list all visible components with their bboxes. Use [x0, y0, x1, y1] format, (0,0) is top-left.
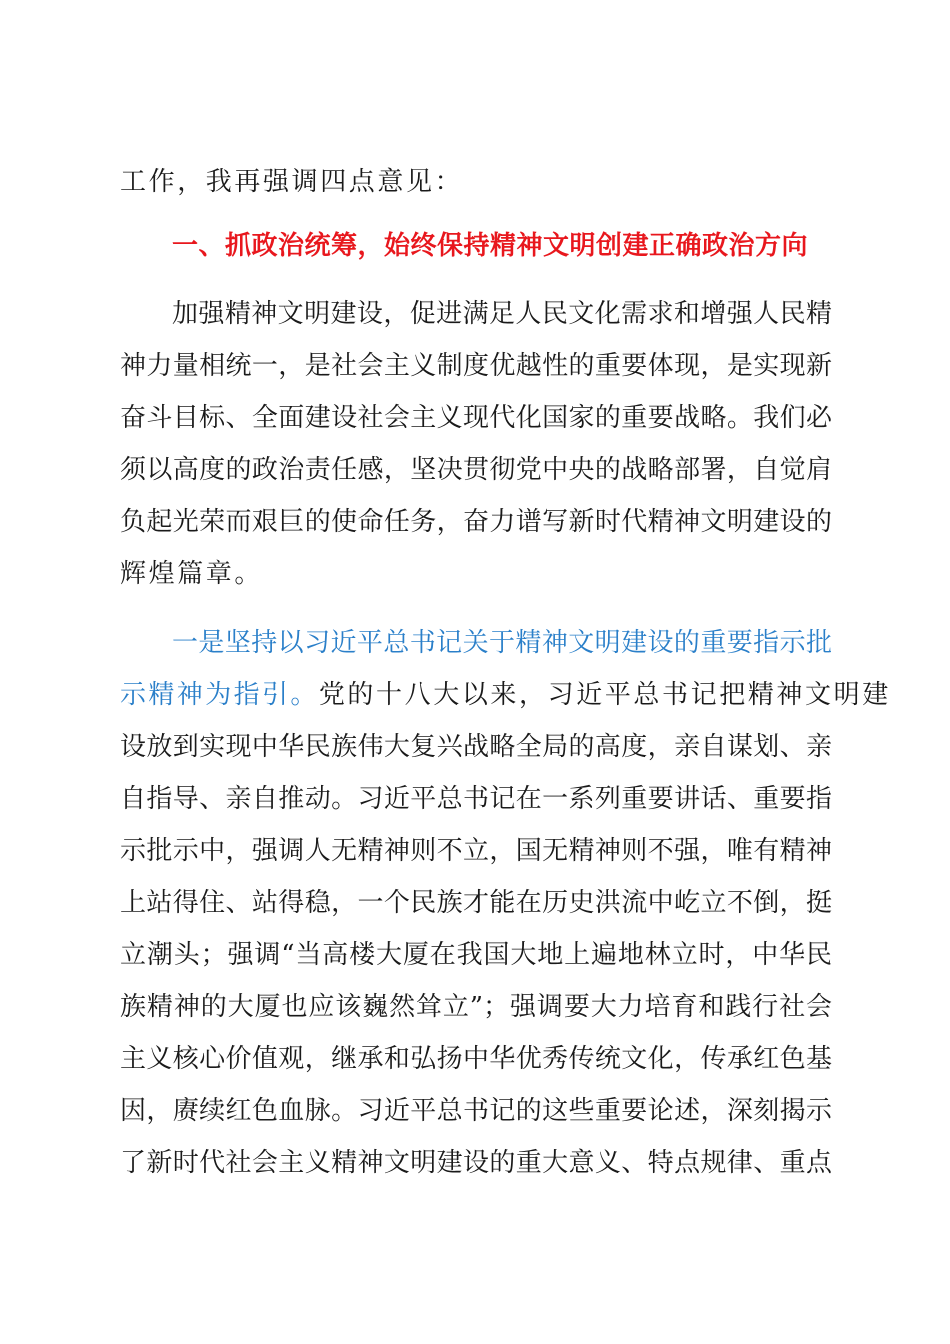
paragraph-line: 示批示中，强调人无精神则不立，国无精神则不强，唯有精神: [120, 836, 832, 866]
paragraph-line: 设放到实现中华民族伟大复兴战略全局的高度，亲自谋划、亲: [120, 732, 832, 762]
paragraph-line: 上站得住、站得稳，一个民族才能在历史洪流中屹立不倒，挺: [120, 888, 832, 918]
paragraph-line: 加强精神文明建设，促进满足人民文化需求和增强人民精: [172, 299, 832, 329]
section-heading: 一、抓政治统筹，始终保持精神文明创建正确政治方向: [172, 231, 809, 261]
paragraph-line: 负起光荣而艰巨的使命任务，奋力谱写新时代精神文明建设的: [120, 507, 832, 537]
paragraph-line: 族精神的大厦也应该巍然耸立”；强调要大力培育和践行社会: [120, 992, 832, 1022]
paragraph-line: 因，赓续红色血脉。习近平总书记的这些重要论述，深刻揭示: [120, 1096, 832, 1126]
paragraph-line: 辉煌篇章。: [120, 559, 264, 589]
paragraph-line: 立潮头；强调“当高楼大厦在我国大地上遍地林立时，中华民: [120, 940, 832, 970]
paragraph-line: 主义核心价值观，继承和弘扬中华优秀传统文化，传承红色基: [120, 1044, 832, 1074]
paragraph-line: 了新时代社会主义精神文明建设的重大意义、特点规律、重点: [120, 1148, 832, 1178]
paragraph-line: 神力量相统一，是社会主义制度优越性的重要体现，是实现新: [120, 351, 832, 381]
emphasis-text: 示精神为指引。: [120, 680, 319, 710]
paragraph-line: 须以高度的政治责任感，坚决贯彻党中央的战略部署，自觉肩: [120, 455, 832, 485]
paragraph-text: 党的十八大以来，习近平总书记把精神文明建: [318, 680, 891, 710]
mixed-line: [120, 678, 891, 712]
emphasis-line: 一是坚持以习近平总书记关于精神文明建设的重要指示批: [172, 628, 832, 658]
paragraph-line: 奋斗目标、全面建设社会主义现代化国家的重要战略。我们必: [120, 403, 832, 433]
intro-line: 工作，我再强调四点意见：: [120, 167, 464, 197]
paragraph-line: 自指导、亲自推动。习近平总书记在一系列重要讲话、重要指: [120, 784, 832, 814]
